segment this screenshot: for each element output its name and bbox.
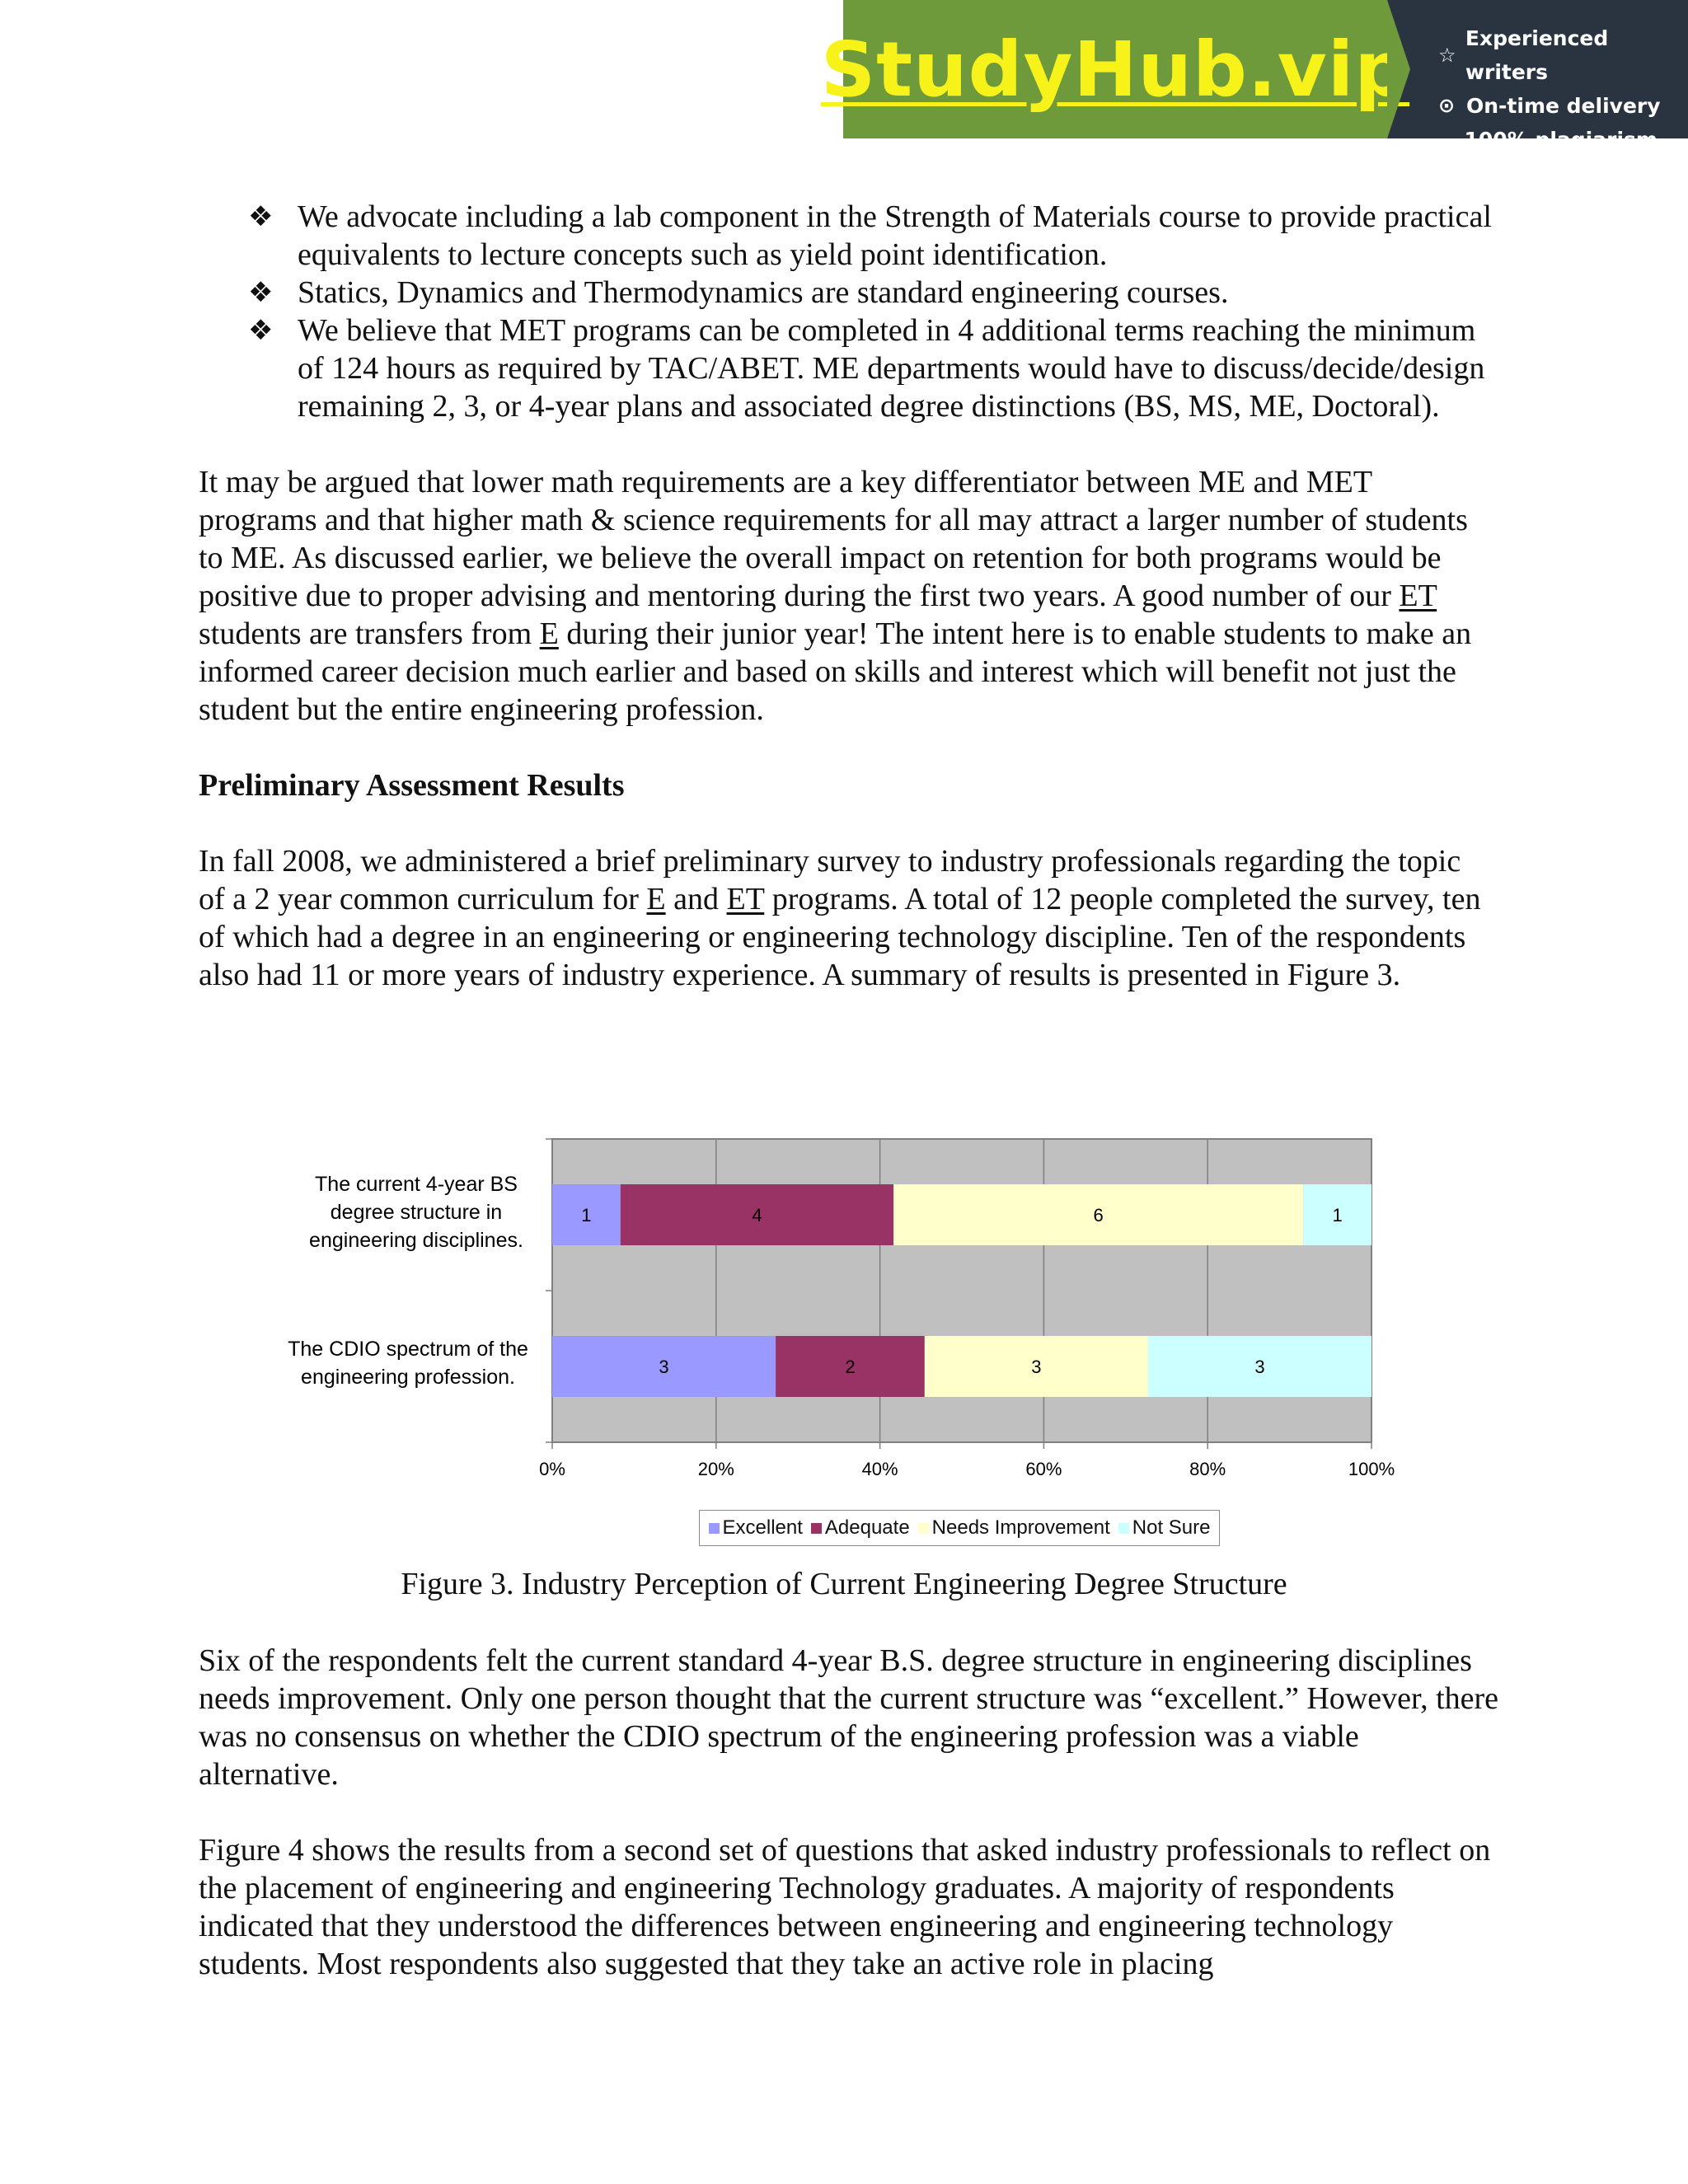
- bullet-text: We advocate including a lab component in the Strength of Materials course to provide practical equivalents to lecture concepts such as yield point identification.: [298, 199, 1492, 272]
- clock-icon: ⊙: [1438, 94, 1456, 117]
- stacked-bar-chart: [0, 1129, 1688, 1558]
- data-label: 3: [1254, 1357, 1265, 1377]
- feature-item: [1438, 123, 1688, 190]
- category-label-line: The CDIO spectrum of the: [288, 1338, 528, 1361]
- list-item: [199, 312, 1493, 425]
- x-tick-label: 100%: [1348, 1459, 1395, 1479]
- chart-legend: [699, 1510, 1220, 1546]
- list-item: [199, 198, 1493, 274]
- feature-label: On-time delivery: [1466, 94, 1661, 118]
- underlined-term: ET: [726, 882, 765, 916]
- category-label-line: The current 4-year BS: [315, 1173, 518, 1196]
- figure-caption: Figure 3. Industry Perception of Current Engineering Degree Structure: [401, 1567, 1287, 1601]
- legend-label: Not Sure: [1132, 1516, 1211, 1539]
- category-label-line: engineering profession.: [301, 1366, 515, 1389]
- text-run: and: [665, 882, 727, 916]
- legend-item-adequate: [811, 1516, 910, 1540]
- category-label: [272, 1335, 544, 1391]
- legend-label: Adequate: [824, 1516, 910, 1539]
- data-label: 3: [659, 1357, 669, 1377]
- feature-label: 100% plagiarism free: [1464, 128, 1658, 185]
- data-label: 6: [1093, 1205, 1104, 1226]
- diamond-bullet-icon: ❖: [248, 314, 274, 347]
- legend-item-not-sure: [1118, 1516, 1211, 1540]
- paragraph: [199, 463, 1493, 729]
- data-label: 2: [845, 1357, 856, 1377]
- underlined-term: E: [539, 616, 559, 651]
- x-tick-label: 0%: [539, 1459, 565, 1479]
- copy-icon: ⧉: [1438, 144, 1453, 168]
- diamond-bullet-icon: ❖: [248, 200, 274, 233]
- section-heading: Preliminary Assessment Results: [199, 768, 625, 803]
- legend-swatch: [709, 1523, 720, 1534]
- bullet-text: We believe that MET programs can be completed in 4 additional terms reaching the minimum of 124 hours as required by TAC/ABET. ME departments would have to discuss/decide/design remaining 2, 3, or 4-year plans and associated degree distinctions (BS, MS, ME, Doctoral).: [298, 313, 1485, 424]
- data-label: 1: [581, 1205, 592, 1226]
- data-label: 1: [1332, 1205, 1343, 1226]
- legend-label: Excellent: [722, 1516, 803, 1539]
- feature-item: [1438, 21, 1688, 89]
- list-item: [199, 274, 1493, 312]
- paragraph: [199, 842, 1493, 994]
- data-label: 4: [752, 1205, 762, 1226]
- category-label-line: engineering disciplines.: [309, 1229, 523, 1252]
- underlined-term: E: [646, 882, 666, 916]
- promo-banner[interactable]: [820, 0, 1688, 185]
- category-label-line: degree structure in: [330, 1201, 503, 1224]
- legend-swatch: [918, 1523, 929, 1534]
- legend-label: Needs Improvement: [931, 1516, 1110, 1539]
- legend-swatch: [811, 1523, 822, 1534]
- paragraph: Figure 4 shows the results from a second set of questions that asked industry professionals to reflect on the placement of engineering and engineering Technology graduates. A majority of respondents indicated that they understood the differences between engineering and engineering technology students. Most respondents also suggested that they take an active role in placing: [199, 1833, 1491, 1981]
- document-body: [199, 198, 1493, 994]
- document-body-continued: [199, 1642, 1501, 1983]
- data-label: 3: [1031, 1357, 1042, 1377]
- text-run: In fall 2008, we administered a brief preliminary survey to industry professionals regarding the topic of a 2 year common curriculum for: [199, 844, 1461, 916]
- text-run: during their junior year! The intent here is to enable students to make an informed career decision much earlier and based on skills and interest which will benefit not just the student but the entire engineering profession.: [199, 616, 1472, 727]
- feature-item: [1438, 89, 1688, 123]
- underlined-term: ET: [1399, 579, 1437, 613]
- x-tick-label: 20%: [697, 1459, 734, 1479]
- feature-list: [1387, 0, 1688, 185]
- brand-name: StudyHub.vip: [820, 25, 1410, 114]
- legend-item-excellent: [709, 1516, 803, 1540]
- legend-item-needs-improvement: [918, 1516, 1110, 1540]
- figure-3-chart: [0, 1129, 1688, 1558]
- category-label: [280, 1170, 552, 1254]
- paragraph: Six of the respondents felt the current standard 4-year B.S. degree structure in engineering disciplines needs improvement. Only one person thought that the current structure was “excellent.” However, there was no consensus on whether the CDIO spectrum of the engineering profession was a viable alternative.: [199, 1643, 1499, 1792]
- feature-label: Experienced writers: [1465, 26, 1609, 84]
- diamond-bullet-icon: ❖: [248, 276, 274, 309]
- brand-logo[interactable]: [820, 0, 1410, 138]
- bullet-text: Statics, Dynamics and Thermodynamics are standard engineering courses.: [298, 275, 1229, 310]
- text-run: programs. A total of 12 people completed the survey, ten of which had a degree in an engineering or engineering technology discipline. Ten of the respondents also had 11 or more years of industry experience. A summary of results is presented in Figure 3.: [199, 882, 1481, 992]
- x-tick-label: 40%: [861, 1459, 898, 1479]
- bullet-list: [199, 198, 1493, 425]
- x-tick-label: 80%: [1189, 1459, 1226, 1479]
- x-tick-label: 60%: [1025, 1459, 1062, 1479]
- legend-swatch: [1118, 1523, 1129, 1534]
- star-icon: ☆: [1438, 43, 1456, 67]
- text-run: It may be argued that lower math requirements are a key differentiator between ME and MET programs and that higher math & science requirements for all may attract a larger number of students to ME. As discussed earlier, we believe the overall impact on retention for both programs would be positive due to proper advising and mentoring during the first two years. A good number of our: [199, 465, 1468, 613]
- text-run: students are transfers from: [199, 616, 540, 651]
